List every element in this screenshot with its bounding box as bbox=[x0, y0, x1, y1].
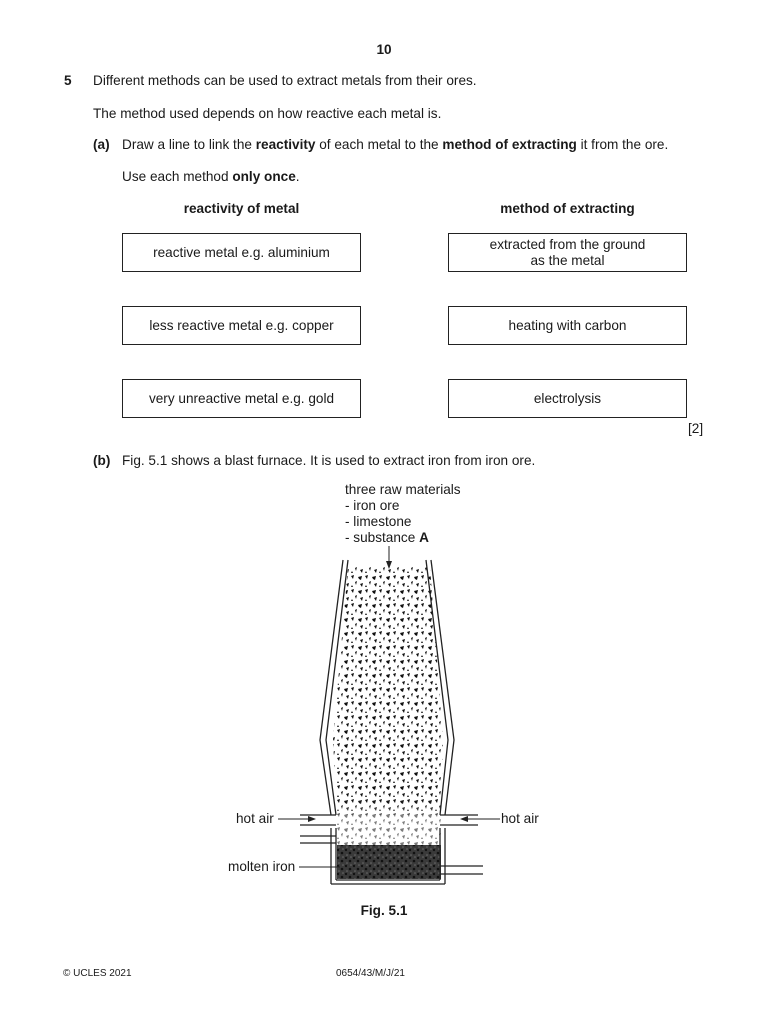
question-number: 5 bbox=[64, 73, 72, 88]
reactivity-label: less reactive metal e.g. copper bbox=[149, 317, 334, 333]
method-label-line1: extracted from the ground bbox=[489, 236, 646, 252]
instr-pre: Draw a line to link the bbox=[122, 137, 256, 152]
marks-a: [2] bbox=[688, 421, 704, 436]
hot-air-right-label: hot air bbox=[501, 811, 539, 826]
question-intro-line2: The method used depends on how reactive each metal is. bbox=[93, 106, 442, 121]
figure-caption: Fig. 5.1 bbox=[360, 903, 408, 918]
reactivity-label: very unreactive metal e.g. gold bbox=[148, 390, 335, 406]
instr-mid: of each metal to the bbox=[315, 137, 443, 152]
substance-letter: A bbox=[419, 530, 429, 545]
right-column-heading: method of extracting bbox=[500, 201, 635, 216]
page-number: 10 bbox=[376, 42, 392, 57]
use-pre: Use each method bbox=[122, 169, 233, 184]
method-label-line2: as the metal bbox=[530, 252, 605, 268]
method-label: heating with carbon bbox=[508, 317, 627, 333]
instr-post: it from the ore. bbox=[576, 137, 669, 152]
left-column-heading: reactivity of metal bbox=[183, 201, 300, 216]
question-intro-line1: Different methods can be used to extract metals from their ores. bbox=[93, 73, 477, 88]
reactivity-label: reactive metal e.g. aluminium bbox=[153, 244, 330, 260]
part-a-label: (a) bbox=[93, 137, 110, 152]
raw-materials-line1: three raw materials bbox=[345, 482, 461, 497]
substance-prefix: - substance bbox=[345, 530, 420, 545]
instr-bold-reactivity: reactivity bbox=[255, 137, 316, 152]
instr-bold-method: method of extracting bbox=[442, 137, 577, 152]
footer-code: 0654/43/M/J/21 bbox=[336, 968, 405, 979]
part-b-label: (b) bbox=[93, 453, 111, 468]
method-label: electrolysis bbox=[533, 390, 602, 406]
molten-iron-label: molten iron bbox=[228, 859, 296, 874]
hot-air-left-label: hot air bbox=[236, 811, 274, 826]
furnace-charge bbox=[333, 567, 443, 815]
use-bold: only once bbox=[232, 169, 296, 184]
molten-iron-layer bbox=[337, 845, 441, 879]
use-post: . bbox=[295, 169, 300, 184]
footer-copyright: © UCLES 2021 bbox=[63, 968, 132, 979]
part-b-text: Fig. 5.1 shows a blast furnace. It is used to extract iron from iron ore. bbox=[122, 453, 536, 468]
raw-materials-line2: - iron ore bbox=[345, 498, 400, 513]
raw-materials-line3: - limestone bbox=[345, 514, 412, 529]
